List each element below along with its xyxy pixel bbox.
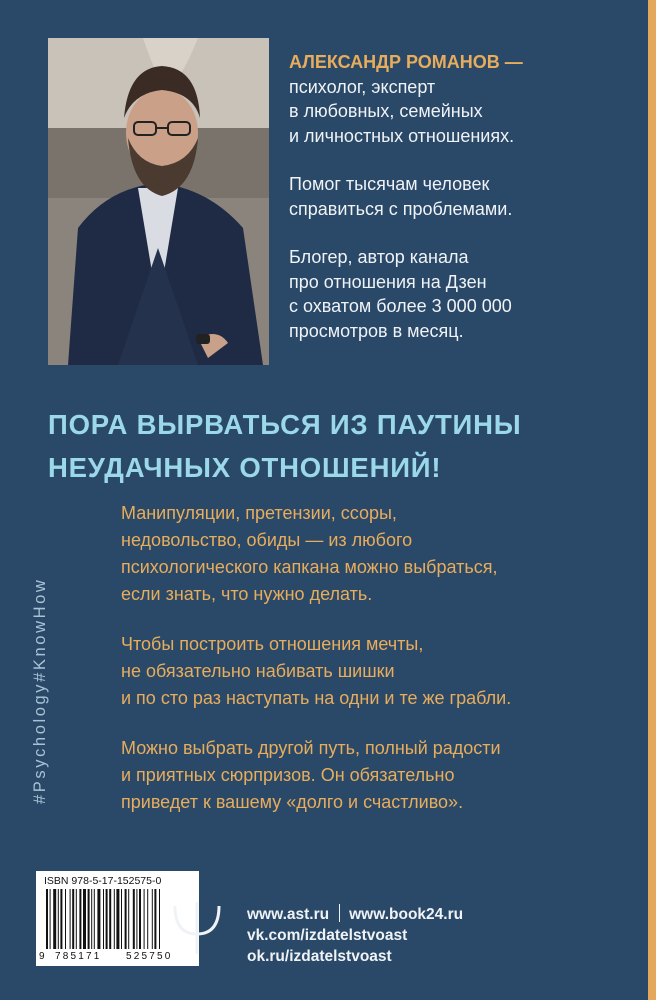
spine-strip	[648, 0, 656, 1000]
description-line: психологического капкана можно выбраться,	[121, 557, 498, 577]
barcode-bar	[133, 889, 135, 949]
barcode-bar	[152, 889, 153, 949]
barcode-bar	[128, 889, 129, 949]
barcode-bar	[116, 889, 119, 949]
barcode-bar	[109, 889, 111, 949]
author-bio	[289, 50, 629, 367]
barcode-bar	[83, 889, 86, 949]
blog-line: про отношения на Дзен	[289, 271, 487, 292]
barcode-bar	[88, 889, 90, 949]
link-vk[interactable]: vk.com/izdatelstvoast	[247, 927, 408, 944]
barcode-bar	[46, 889, 48, 949]
description-line: недовольство, обиды — из любого	[121, 530, 413, 550]
link-book24[interactable]: www.book24.ru	[349, 906, 464, 923]
barcode-bar	[136, 889, 137, 949]
barcode-bar	[159, 889, 160, 949]
barcode-bar	[121, 889, 122, 949]
barcode-bar	[114, 889, 115, 949]
link-separator	[339, 904, 340, 922]
barcode-bar	[139, 889, 141, 949]
barcode-bar	[53, 889, 56, 949]
barcode-bar	[97, 889, 100, 949]
headline	[48, 403, 638, 489]
description-line: и по сто раз наступать на одни и те же грабли.	[121, 688, 512, 708]
barcode-bar	[147, 889, 148, 949]
barcode-bars	[44, 889, 192, 951]
barcode-bar	[106, 889, 108, 949]
link-ok[interactable]: ok.ru/izdatelstvoast	[247, 948, 392, 965]
barcode-bar	[144, 889, 145, 949]
blog-line: Блогер, автор канала	[289, 247, 469, 267]
author-name: АЛЕКСАНДР РОМАНОВ —	[289, 52, 523, 72]
description-line: приведет к вашему «долго и счастливо».	[121, 792, 464, 812]
hashtag: #Psychology#KnowHow	[31, 577, 49, 804]
description-line: Манипуляции, претензии, ссоры,	[121, 503, 397, 523]
barcode-bar	[154, 889, 156, 949]
barcode-bar	[60, 889, 62, 949]
isbn-number: ISBN 978-5-17-152575-0	[44, 875, 162, 887]
barcode-bar	[103, 889, 104, 949]
bio-line: в любовных, семейных	[289, 101, 483, 121]
barcode-digit-first: 9	[39, 951, 45, 962]
barcode-digits-right: 525750	[126, 951, 173, 962]
achievement-line: справиться с проблемами.	[289, 198, 513, 219]
barcode-bar	[94, 889, 95, 949]
barcode-bar	[58, 889, 59, 949]
headline-line: ПОРА ВЫРВАТЬСЯ ИЗ ПАУТИНЫ	[48, 409, 522, 440]
barcode-digits-left: 785171	[55, 951, 102, 962]
link-ast[interactable]: www.ast.ru	[247, 906, 330, 923]
publisher-links	[247, 904, 463, 967]
author-photo	[48, 38, 269, 365]
blog-line: с охватом более 3 000 000	[289, 296, 512, 316]
description-line: Можно выбрать другой путь, полный радости	[121, 738, 501, 758]
achievement-line: Помог тысячам человек	[289, 174, 490, 194]
bio-line: и личностных отношениях.	[289, 125, 515, 146]
blog-line: просмотров в месяц.	[289, 320, 464, 341]
description-line: если знать, что нужно делать.	[121, 584, 373, 604]
bio-line: психолог, эксперт	[289, 76, 436, 97]
barcode-bar	[79, 889, 81, 949]
headline-line: НЕУДАЧНЫХ ОТНОШЕНИЙ!	[48, 452, 442, 483]
barcode-bar	[91, 889, 92, 949]
barcode-bar	[50, 889, 51, 949]
barcode-bar	[125, 889, 127, 949]
barcode-bar	[72, 889, 74, 949]
barcode-bar	[70, 889, 71, 949]
description-line: Чтобы построить отношения мечты,	[121, 634, 424, 654]
barcode-bar	[76, 889, 77, 949]
psi-icon	[171, 898, 223, 958]
description-line: и приятных сюрпризов. Он обязательно	[121, 765, 455, 785]
barcode-bar	[65, 889, 66, 949]
description-line: не обязательно набивать шишки	[121, 661, 395, 681]
description	[121, 500, 631, 839]
